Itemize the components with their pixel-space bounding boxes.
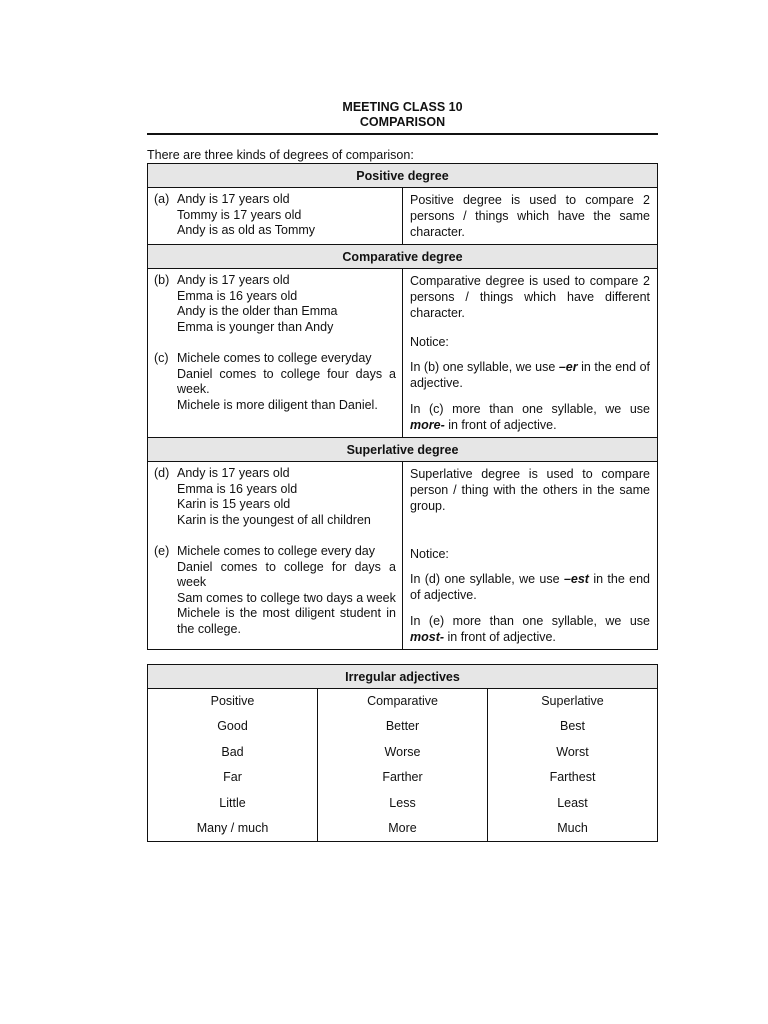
degrees-table [147,163,658,650]
positive-column [148,689,318,842]
example-line: Andy is as old as Tommy [177,223,316,237]
example-c [154,351,396,413]
positive-description [403,188,658,245]
comparative-heading: Comparative degree [148,245,658,269]
prefix-more: more- [410,418,445,432]
column-header: Positive [210,694,255,708]
intro-text: There are three kinds of degrees of comparison: [147,148,414,162]
adjective-cell: Many / much [196,821,269,836]
example-line: Emma is younger than Andy [177,319,334,334]
example-line: Andy is 17 years old [177,273,290,287]
adjective-cell: Good [217,719,248,734]
description-text: Superlative degree is used to compare person / thing with the others in the same group. [410,467,650,513]
example-label: (a) [154,192,170,206]
prefix-most: most- [410,630,445,644]
positive-heading: Positive degree [148,164,658,188]
notice-label: Notice: [410,547,449,561]
document-title [147,100,658,130]
example-line: Daniel comes to college for days a week [177,559,396,589]
superlative-column [488,689,658,842]
description-text: Positive degree is used to compare 2 persons / things which have the same character. [410,193,650,239]
example-line: Emma is 16 years old [177,481,298,496]
adjective-cell: More [388,821,417,836]
example-label: (b) [154,273,170,287]
note-e: In (e) more than one syllable, we use most- in front of adjective. [410,614,650,644]
adjective-cell: Farther [382,770,423,785]
adjective-cell: Best [559,719,585,734]
example-line: Andy is the older than Emma [177,304,338,318]
column-header: Comparative [367,694,438,708]
example-line: Andy is 17 years old [177,192,290,206]
example-d [154,466,396,528]
adjective-cell: Least [557,795,588,810]
example-line: Michele comes to college every day [177,544,376,558]
superlative-heading: Superlative degree [148,438,658,462]
note-c: In (c) more than one syllable, we use more- in front of adjective. [410,402,650,432]
example-line: Emma is 16 years old [177,288,298,303]
note-b: In (b) one syllable, we use –er in the end of adjective. [410,360,650,390]
adjective-cell: Much [557,821,588,836]
example-b [154,273,396,335]
example-label: (e) [154,544,170,558]
title-rule [147,133,658,135]
adjective-cell: Better [385,719,420,734]
notice-label: Notice: [410,335,449,349]
superlative-description [403,462,658,650]
irregular-adjectives-table [147,664,658,842]
comparative-description [403,269,658,438]
example-line: Sam comes to college two days a week [177,590,396,605]
title-line-1: MEETING CLASS 10 [342,100,463,114]
comparative-examples [148,269,403,438]
adjective-cell: Little [219,795,246,810]
example-line: Andy is 17 years old [177,466,290,480]
title-line-2: COMPARISON [359,115,446,129]
example-line: Karin is 15 years old [177,497,291,511]
note-d: In (d) one syllable, we use –est in the end of adjective. [410,572,650,602]
example-line: Michele is more diligent than Daniel. [177,397,378,412]
example-label: (c) [154,351,169,365]
document-page [147,100,658,842]
adjective-cell: Bad [221,744,244,759]
irregular-heading: Irregular adjectives [148,665,658,689]
adjective-cell: Far [223,770,242,785]
example-e [154,544,396,637]
adjective-cell: Worst [556,744,589,759]
example-line: Karin is the youngest of all children [177,512,371,527]
example-line: Michele is the most diligent student in the college. [177,606,396,636]
example-line: Daniel comes to college four days a week. [177,366,396,396]
description-text: Comparative degree is used to compare 2 persons / things which have different character. [410,274,650,320]
column-header: Superlative [541,694,604,708]
suffix-est: –est [563,572,589,586]
example-line: Michele comes to college everyday [177,351,372,365]
example-label: (d) [154,466,170,480]
superlative-examples [148,462,403,650]
adjective-cell: Farthest [549,770,596,785]
positive-examples [148,188,403,245]
example-line: Tommy is 17 years old [177,207,302,222]
adjective-cell: Less [389,795,416,810]
example-a [154,192,396,239]
comparative-column [318,689,488,842]
adjective-cell: Worse [384,744,421,759]
suffix-er: –er [558,360,578,374]
